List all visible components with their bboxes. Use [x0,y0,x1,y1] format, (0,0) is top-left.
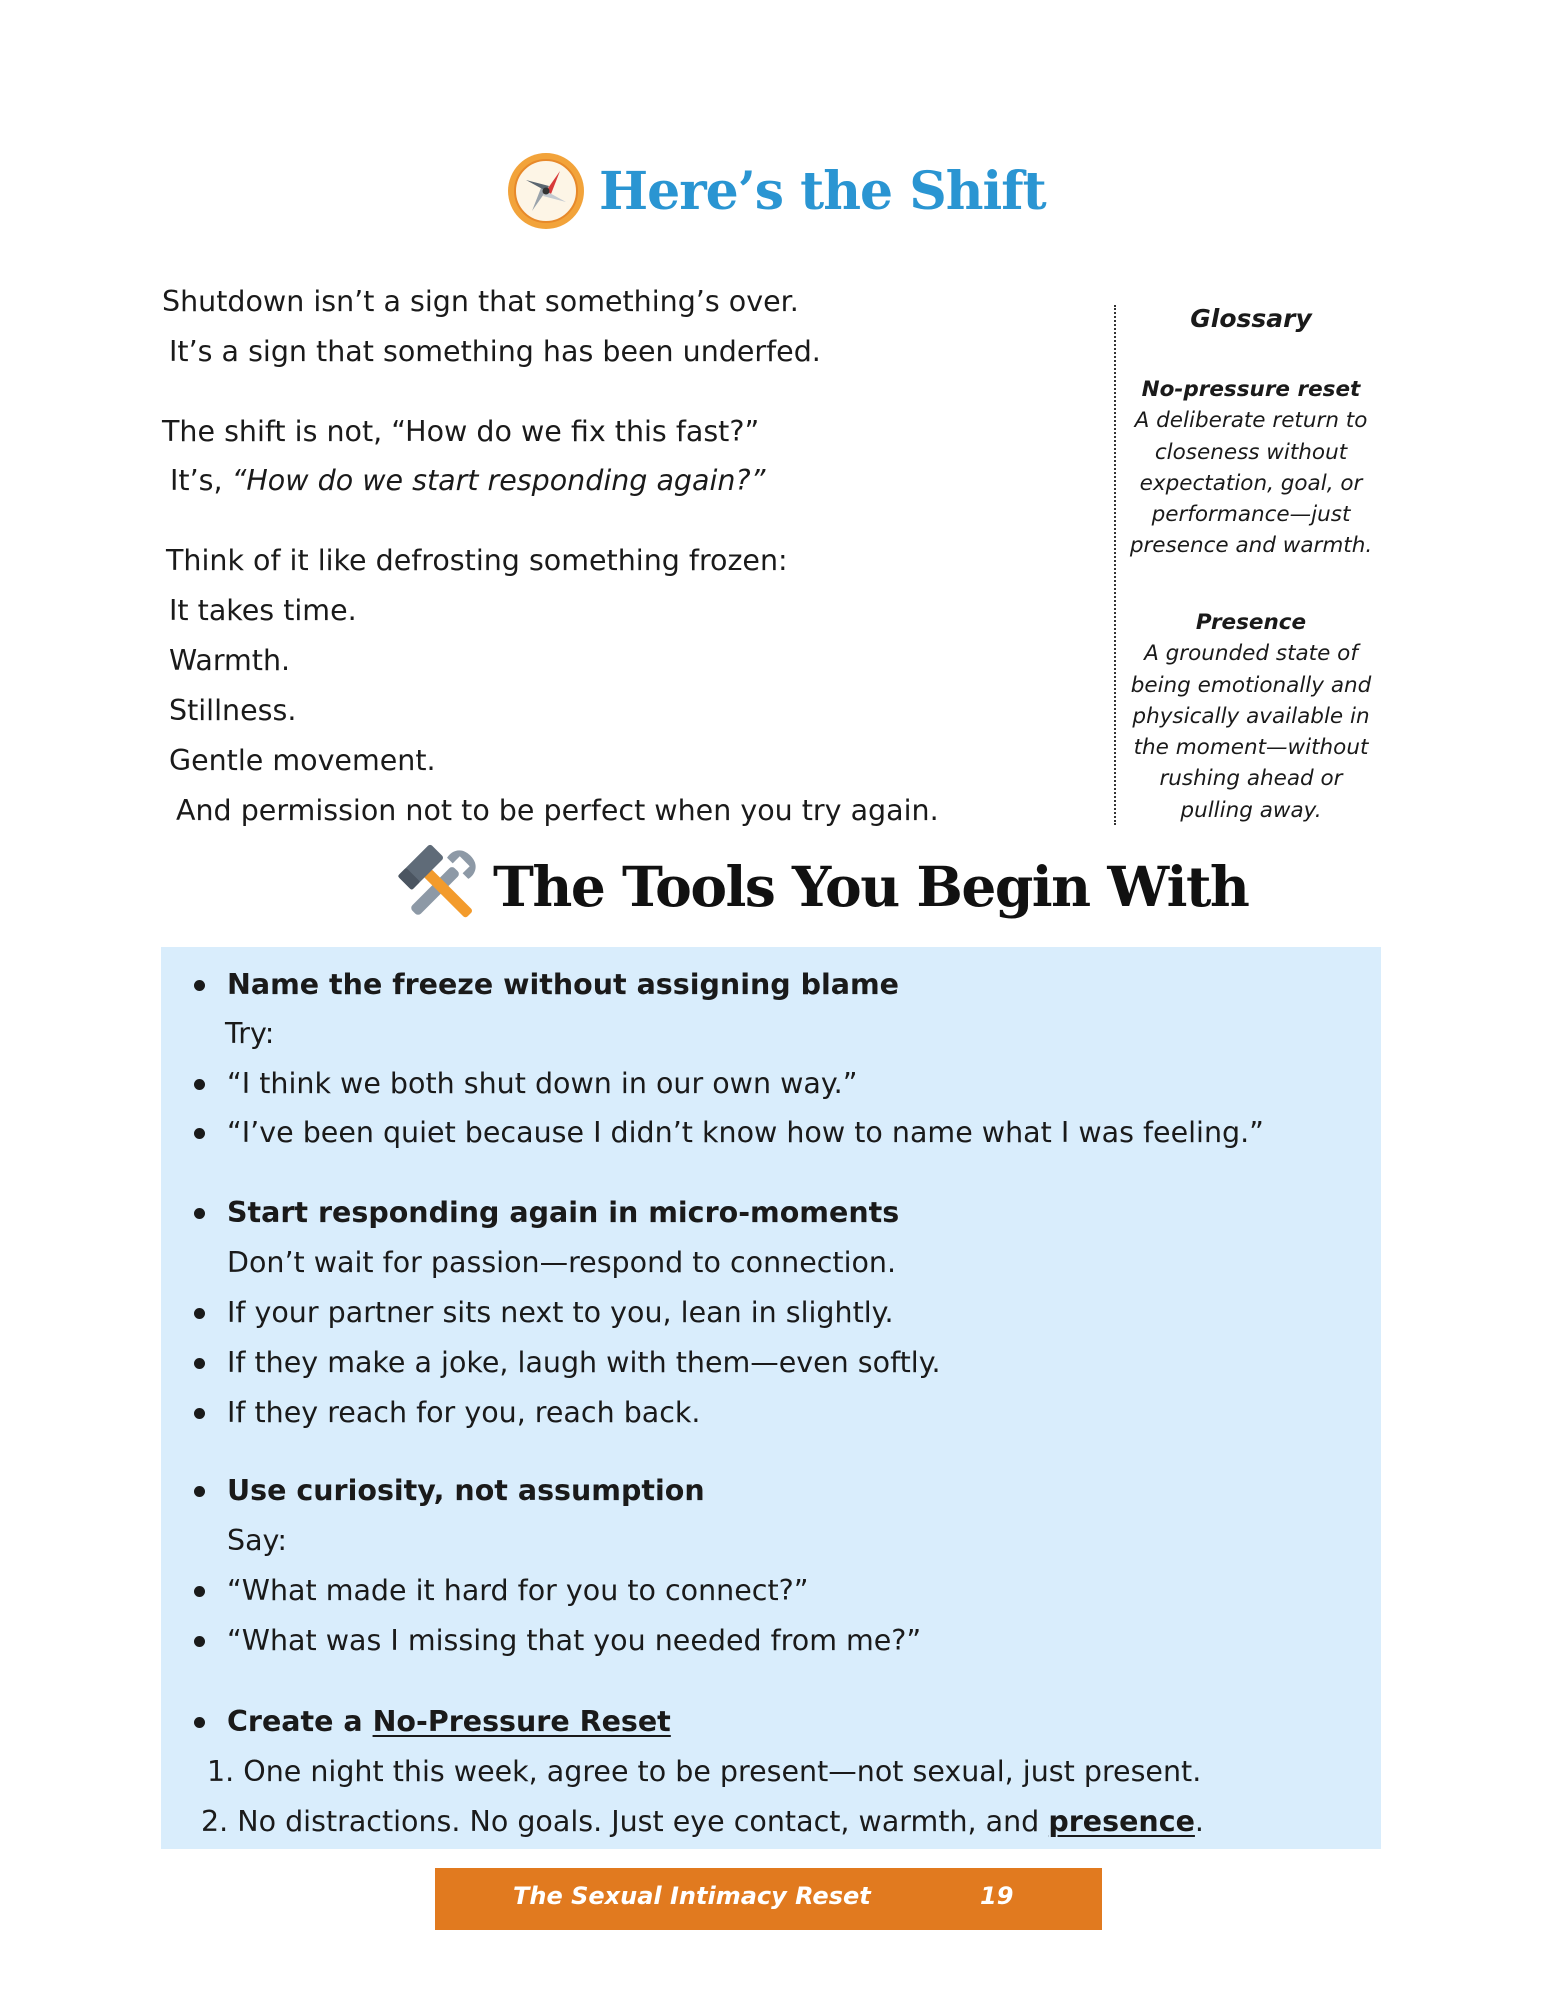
intro-line [170,464,766,497]
numbered-item [201,1805,1204,1838]
bullet [194,1079,205,1090]
bullet [194,1128,205,1139]
intro-line: It’s a sign that something has been underfed. [169,335,821,368]
item-text-prefix: No distractions. No goals. Just eye contact, warmth, and [237,1805,1049,1838]
tool-lead: Say: [227,1524,287,1557]
bullet [194,1208,205,1219]
glossary-def-line: pulling away. [1180,797,1322,823]
footer-title: The Sexual Intimacy Reset [513,1882,871,1910]
tool-item: If they make a joke, laugh with them—even softly. [227,1346,941,1379]
tool-title: Use curiosity, not assumption [227,1474,705,1507]
item-text: One night this week, agree to be present—not sexual, just present. [243,1755,1202,1788]
bullet [194,1486,205,1497]
glossary-entry [1112,374,1390,562]
section-heading-tools [395,838,1248,934]
glossary-def-line: rushing ahead or [1159,766,1343,792]
glossary-def-line: expectation, goal, or [1139,470,1363,496]
glossary-term: Presence [1195,610,1307,635]
tool-item: “What made it hard for you to connect?” [227,1574,809,1607]
intro-line: Stillness. [169,694,297,727]
intro-line: Warmth. [169,644,291,677]
page-number: 19 [980,1882,1014,1910]
intro-line: The shift is not, “How do we fix this fast?” [162,415,760,448]
section-title: The Tools You Begin With [493,853,1249,919]
tool-title: Name the freeze without assigning blame [227,968,900,1001]
glossary-def-line: being emotionally and [1130,672,1372,698]
bullet [194,1358,205,1369]
item-number: 2. [201,1805,229,1838]
tool-lead: Don’t wait for passion—respond to connection. [227,1246,897,1279]
glossary-term: No-pressure reset [1141,377,1361,402]
bullet [194,1586,205,1597]
bullet [194,1717,205,1728]
hammer-wrench-icon [395,841,485,931]
intro-line: It takes time. [169,594,357,627]
intro-line: Think of it like defrosting something frozen: [166,544,788,577]
no-pressure-reset-link[interactable]: No-Pressure Reset [372,1705,671,1738]
item-number: 1. [207,1755,235,1788]
glossary-def-line: A grounded state of [1144,641,1358,667]
bullet [194,1308,205,1319]
section-heading-shift [505,148,1046,234]
intro-line: Gentle movement. [169,744,436,777]
intro-line-prefix: It’s, [170,464,232,497]
bullet [194,980,205,991]
glossary-def-line: A deliberate return to [1134,408,1368,434]
intro-line: Shutdown isn’t a sign that something’s over. [162,285,799,318]
intro-line: And permission not to be perfect when you try again. [176,794,939,827]
numbered-item [207,1755,1202,1788]
glossary-def-line: performance—just [1151,502,1351,528]
tool-item: If they reach for you, reach back. [227,1396,701,1429]
glossary-def-line: closeness without [1154,439,1348,465]
tool-title [227,1705,671,1738]
tool-item: “I’ve been quiet because I didn’t know how to name what I was feeling.” [227,1116,1264,1149]
tool-item: “I think we both shut down in our own way.” [227,1067,858,1100]
intro-line-italic: “How do we start responding again?” [231,464,766,497]
compass-icon [505,150,587,232]
bullet [194,1636,205,1647]
tool-item: “What was I missing that you needed from me?” [227,1624,922,1657]
tool-title: Start responding again in micro-moments [227,1196,900,1229]
bullet [194,1408,205,1419]
glossary-title: Glossary [1190,304,1312,333]
glossary-def-line: presence and warmth. [1129,533,1373,559]
tool-item: If your partner sits next to you, lean in slightly. [227,1296,894,1329]
tool-title-prefix: Create a [227,1705,373,1738]
tool-lead: Try: [225,1017,275,1050]
glossary-entry [1112,607,1390,826]
presence-link[interactable]: presence [1048,1805,1195,1838]
glossary-def-line: the moment—without [1133,735,1369,761]
section-title: Here’s the Shift [599,160,1046,222]
glossary-def-line: physically available in [1132,703,1370,729]
item-text-suffix: . [1194,1805,1204,1838]
